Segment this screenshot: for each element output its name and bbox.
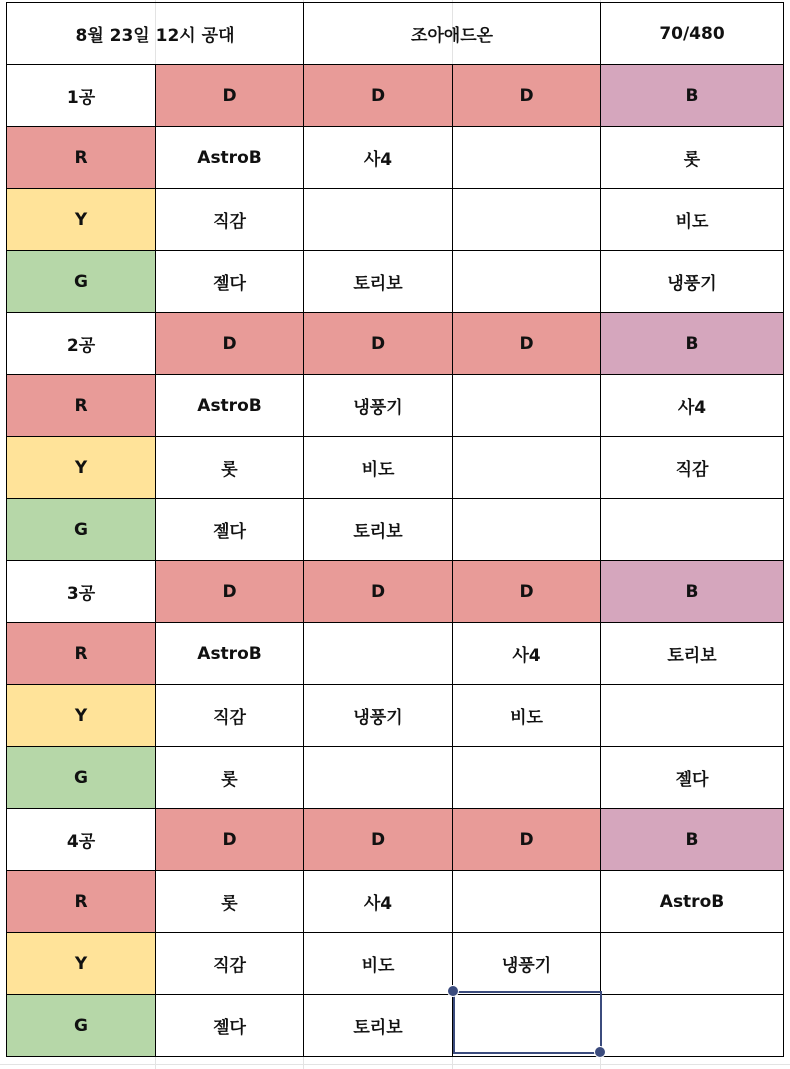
line-label-cell[interactable]: Y <box>7 437 156 499</box>
member-cell[interactable] <box>453 189 601 251</box>
member-cell[interactable] <box>304 747 453 809</box>
role-b-cell[interactable]: B <box>601 561 784 623</box>
line-label-cell[interactable]: R <box>7 375 156 437</box>
role-d-cell[interactable]: D <box>156 313 304 375</box>
member-cell[interactable]: 냉풍기 <box>453 933 601 995</box>
line-label-cell[interactable]: G <box>7 995 156 1057</box>
member-cell[interactable]: 사4 <box>304 127 453 189</box>
member-cell[interactable]: AstroB <box>156 127 304 189</box>
member-cell[interactable]: 롯 <box>156 747 304 809</box>
line-label-cell[interactable]: R <box>7 127 156 189</box>
raid-title-cell[interactable]: 8월 23일 12시 공대 <box>7 3 304 65</box>
role-d-cell[interactable]: D <box>156 561 304 623</box>
member-cell[interactable] <box>453 747 601 809</box>
member-cell[interactable]: AstroB <box>156 375 304 437</box>
member-row <box>7 685 784 747</box>
member-cell[interactable]: 직감 <box>156 685 304 747</box>
member-cell[interactable] <box>453 871 601 933</box>
member-row <box>7 375 784 437</box>
line-label-cell[interactable]: Y <box>7 685 156 747</box>
group-header-row <box>7 313 784 375</box>
member-cell[interactable] <box>601 995 784 1057</box>
role-d-cell[interactable]: D <box>156 809 304 871</box>
member-cell[interactable] <box>453 251 601 313</box>
line-label-cell[interactable]: G <box>7 499 156 561</box>
member-row <box>7 127 784 189</box>
member-cell[interactable] <box>304 623 453 685</box>
line-label-cell[interactable]: Y <box>7 189 156 251</box>
role-d-cell[interactable]: D <box>453 809 601 871</box>
gridline <box>0 1064 790 1065</box>
member-cell[interactable]: 토리보 <box>304 995 453 1057</box>
role-d-cell[interactable]: D <box>304 313 453 375</box>
member-cell[interactable]: AstroB <box>156 623 304 685</box>
member-cell[interactable]: 직감 <box>156 189 304 251</box>
selection-fill-handle[interactable] <box>594 1046 606 1058</box>
member-cell[interactable] <box>304 189 453 251</box>
member-cell[interactable]: 토리보 <box>601 623 784 685</box>
member-cell[interactable]: 직감 <box>601 437 784 499</box>
member-cell[interactable] <box>453 127 601 189</box>
member-row <box>7 623 784 685</box>
member-cell[interactable] <box>601 499 784 561</box>
role-d-cell[interactable]: D <box>156 65 304 127</box>
line-label-cell[interactable]: G <box>7 747 156 809</box>
member-cell[interactable]: 토리보 <box>304 251 453 313</box>
group-label-cell[interactable]: 4공 <box>7 809 156 871</box>
line-label-cell[interactable]: R <box>7 871 156 933</box>
raid-roster-table <box>6 2 784 1057</box>
member-cell[interactable] <box>601 933 784 995</box>
member-row <box>7 499 784 561</box>
role-d-cell[interactable]: D <box>304 561 453 623</box>
group-label-cell[interactable]: 2공 <box>7 313 156 375</box>
member-row <box>7 871 784 933</box>
role-d-cell[interactable]: D <box>304 809 453 871</box>
role-d-cell[interactable]: D <box>453 65 601 127</box>
line-label-cell[interactable]: R <box>7 623 156 685</box>
group-label-cell[interactable]: 3공 <box>7 561 156 623</box>
member-cell[interactable]: 젤다 <box>156 251 304 313</box>
group-header-row <box>7 561 784 623</box>
member-row <box>7 437 784 499</box>
member-cell[interactable]: 냉풍기 <box>304 685 453 747</box>
member-cell[interactable]: 냉풍기 <box>601 251 784 313</box>
member-cell[interactable]: 젤다 <box>156 995 304 1057</box>
selection-handle-top-left[interactable] <box>447 985 459 997</box>
member-cell[interactable]: 롯 <box>601 127 784 189</box>
member-cell[interactable] <box>453 437 601 499</box>
count-cell[interactable]: 70/480 <box>601 3 784 65</box>
header-row <box>7 3 784 65</box>
member-cell[interactable]: 비도 <box>304 437 453 499</box>
role-d-cell[interactable]: D <box>304 65 453 127</box>
boss-name-cell[interactable]: 조아애드온 <box>304 3 601 65</box>
member-cell[interactable]: AstroB <box>601 871 784 933</box>
role-b-cell[interactable]: B <box>601 809 784 871</box>
member-cell[interactable] <box>453 499 601 561</box>
role-b-cell[interactable]: B <box>601 313 784 375</box>
line-label-cell[interactable]: G <box>7 251 156 313</box>
member-row <box>7 189 784 251</box>
member-cell[interactable]: 비도 <box>601 189 784 251</box>
member-cell[interactable]: 롯 <box>156 871 304 933</box>
member-cell[interactable]: 사4 <box>601 375 784 437</box>
member-cell[interactable]: 직감 <box>156 933 304 995</box>
member-row <box>7 251 784 313</box>
line-label-cell[interactable]: Y <box>7 933 156 995</box>
member-cell[interactable]: 토리보 <box>304 499 453 561</box>
member-cell[interactable] <box>453 375 601 437</box>
member-cell[interactable]: 냉풍기 <box>304 375 453 437</box>
role-b-cell[interactable]: B <box>601 65 784 127</box>
member-row <box>7 747 784 809</box>
member-row <box>7 995 784 1057</box>
group-header-row <box>7 809 784 871</box>
group-header-row <box>7 65 784 127</box>
role-d-cell[interactable]: D <box>453 561 601 623</box>
member-cell[interactable]: 젤다 <box>156 499 304 561</box>
member-cell[interactable]: 롯 <box>156 437 304 499</box>
member-cell[interactable]: 사4 <box>453 623 601 685</box>
member-cell[interactable] <box>601 685 784 747</box>
member-cell[interactable]: 비도 <box>304 933 453 995</box>
member-cell[interactable]: 비도 <box>453 685 601 747</box>
role-d-cell[interactable]: D <box>453 313 601 375</box>
member-cell[interactable]: 젤다 <box>601 747 784 809</box>
member-cell[interactable]: 사4 <box>304 871 453 933</box>
member-row <box>7 933 784 995</box>
member-cell[interactable] <box>453 995 601 1057</box>
group-label-cell[interactable]: 1공 <box>7 65 156 127</box>
